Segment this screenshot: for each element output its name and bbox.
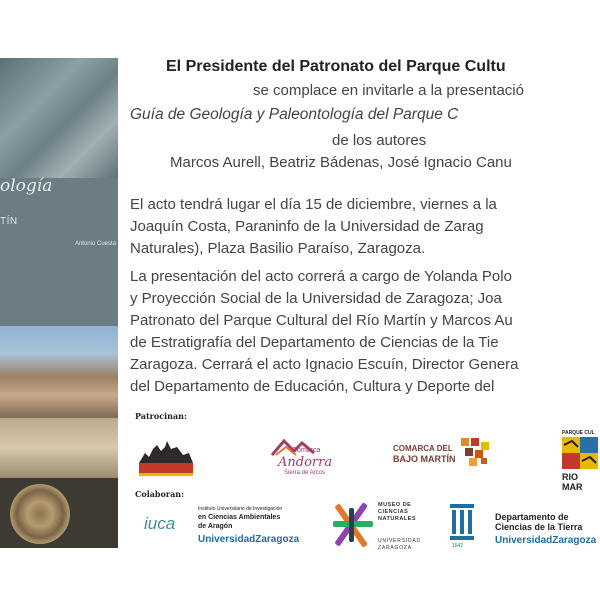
museo-ciencias-naturales-logo [378, 502, 438, 552]
invitation-line-authors-intro: de los autores [332, 132, 427, 149]
cuencas-mineras-logo [137, 437, 195, 479]
cover-authors-fragment: Antonio Cuesta [74, 241, 116, 247]
museo-university-line: UNIVERSIDAD [378, 538, 421, 544]
cover-photo-strata [0, 418, 118, 478]
cover-photo-mountains [0, 326, 118, 418]
paragraph-line: de Estratigrafía del Departamento de Ciencias de la Tie [130, 334, 499, 351]
patrocinan-label: Patrocinan: [135, 411, 187, 421]
departamento-university-text: UniversidadZaragoza [495, 535, 597, 546]
ammonite-fossil-icon [10, 484, 70, 544]
paragraph-line: Joaquín Costa, Paraninfo de la Universidad de Zarag [130, 218, 484, 235]
museo-university-line: ZARAGOZA [378, 545, 412, 551]
paragraph-line: Patronato del Parque Cultural del Río Martín y Marcos Au [130, 312, 513, 329]
cover-rock-texture [0, 58, 118, 178]
presenters-paragraph [130, 266, 519, 398]
book-cover [0, 58, 118, 548]
event-details-paragraph [130, 194, 497, 260]
cover-subtitle-fragment: TÍN [0, 216, 18, 227]
iuca-logo [140, 508, 190, 540]
paragraph-line: La presentación del acto correrá a cargo de Yolanda Polo [130, 268, 512, 285]
andorra-sub-text: Sierra de Arcos [284, 470, 326, 476]
university-founding-year: 1542 [452, 543, 464, 549]
instituto-line1: Instituto Universitario de Investigación [198, 506, 283, 512]
paragraph-line: y Proyección Social de la Universidad de Zaragoza; Joa [130, 290, 502, 307]
parque-cultural-rio-martin-logo [560, 430, 600, 492]
instituto-university-text: UniversidadZaragoza [198, 534, 300, 545]
museo-line: NATURALES [378, 516, 417, 522]
paragraph-line: Zaragoza. Cerrará el acto Ignacio Escuín, Director Genera [130, 356, 519, 373]
iuca-text: iuca [144, 514, 176, 533]
andorra-comarca-text: Comarca [292, 447, 321, 454]
instituto-line3: de Aragón [198, 523, 233, 530]
invitation-heading: El Presidente del Patronato del Parque Cultu [166, 58, 506, 75]
museo-mark-icon [330, 498, 374, 554]
universidad-zaragoza-building-icon [448, 500, 476, 550]
paragraph-line: El acto tendrá lugar el día 15 de diciembre, viernes a la [130, 196, 497, 213]
comarca-andorra-logo [268, 437, 333, 479]
cover-title-fragment: ología [0, 176, 53, 196]
book-title: Guía de Geología y Paleontología del Parque C [130, 106, 459, 123]
museo-line: CIENCIAS [378, 509, 409, 515]
comarca-bajo-martin-logo [393, 436, 493, 474]
departamento-line1: Departamento de [495, 512, 569, 522]
authors-list: Marcos Aurell, Beatriz Bádenas, José Ignacio Canu [170, 154, 512, 171]
instituto-ciencias-ambientales-logo [198, 506, 318, 550]
invitation-line-invite: se complace en invitarle a la presentació [253, 82, 524, 99]
andorra-name-text: Andorra [278, 455, 333, 470]
paragraph-line: Naturales), Plaza Basilio Paraíso, Zaragoza. [130, 240, 426, 257]
instituto-line2: en Ciencias Ambientales [198, 514, 281, 521]
rio-martin-top-text: PARQUE CUL [562, 430, 595, 436]
departamento-line2: Ciencias de la Tierra [495, 522, 583, 532]
bajo-martin-line1: COMARCA DEL [393, 444, 453, 453]
rio-martin-bottom-text: RIO MAR [562, 472, 583, 492]
colaboran-label: Colaboran: [135, 489, 185, 499]
museo-line: MUSEO DE [378, 502, 412, 508]
cover-photo-fossil [0, 478, 118, 548]
departamento-ciencias-tierra-logo [495, 512, 600, 552]
paragraph-line: del Departamento de Educación, Cultura y Deporte del [130, 378, 495, 395]
bajo-martin-line2: BAJO MARTÍN [393, 454, 456, 464]
